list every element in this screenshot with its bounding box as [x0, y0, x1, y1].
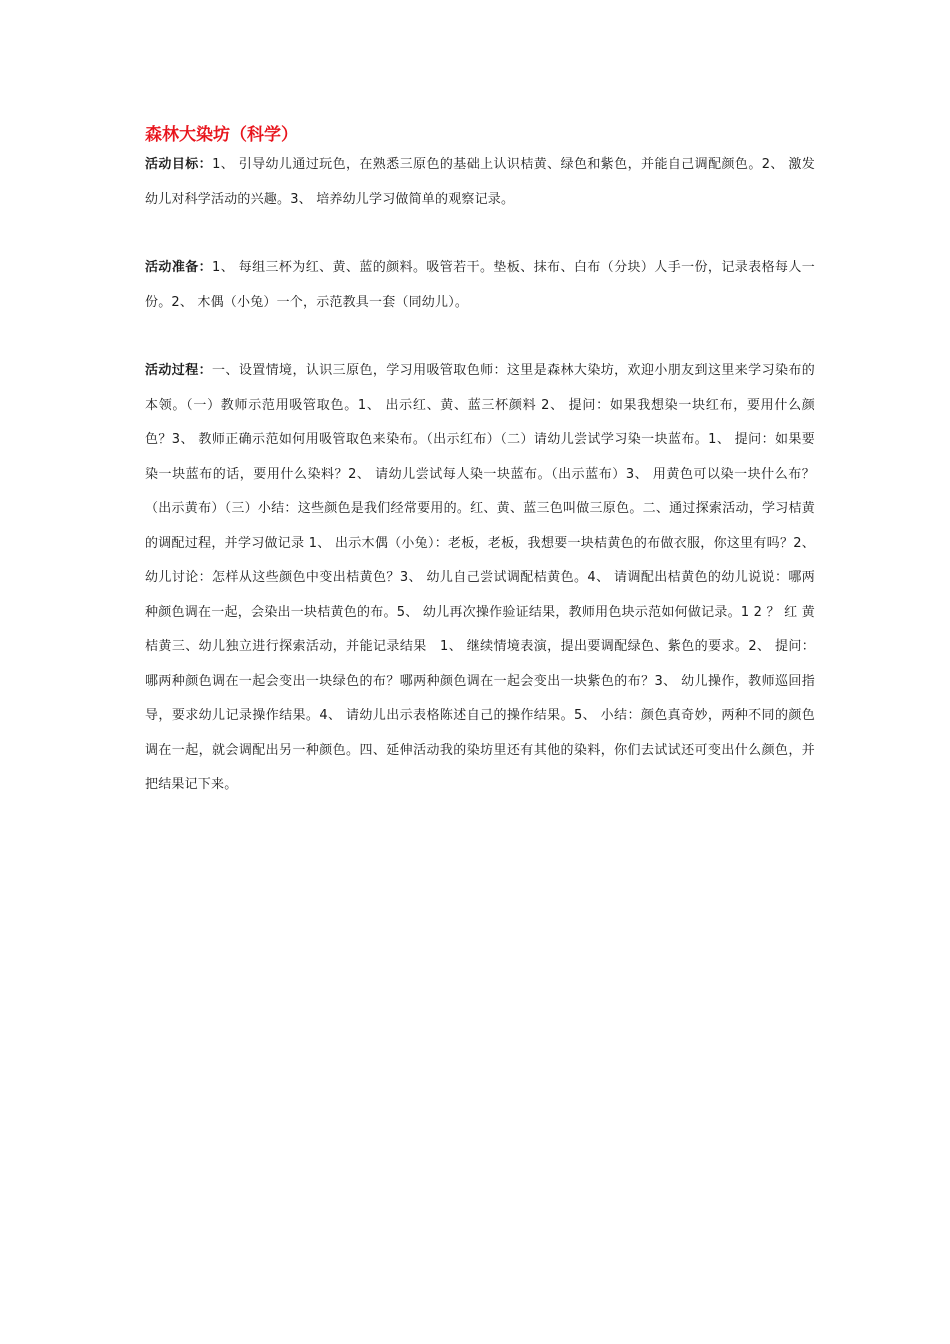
section-goals-text: 1、 引导幼儿通过玩色，在熟悉三原色的基础上认识桔黄、绿色和紫色，并能自己调配颜色。2、 激发幼儿对科学活动的兴趣。3、 培养幼儿学习做简单的观察记录。: [145, 157, 815, 207]
document-page: [145, 124, 815, 803]
section-goals-label: 活动目标：: [145, 157, 213, 172]
section-preparation-text: 1、 每组三杯为红、黄、蓝的颜料。吸管若干。垫板、抹布、白布（分块）人手一份，记录表格每人一份。2、 木偶（小兔）一个，示范教具一套（同幼儿）。: [145, 260, 815, 310]
section-preparation: [145, 251, 815, 320]
section-process: [145, 354, 815, 803]
section-preparation-label: 活动准备：: [145, 260, 213, 275]
section-goals: [145, 148, 815, 217]
section-process-text: 一、设置情境，认识三原色，学习用吸管取色师：这里是森林大染坊，欢迎小朋友到这里来学习染布的本领。（一）教师示范用吸管取色。1、 出示红、黄、蓝三杯颜料 2、 提问：如果我想染一块红布，要用什么颜色？3、 教师正确示范如何用吸管取色来染布。（出示红布）（二）请幼儿尝试学习染一块蓝布。1、 提问：如果要染一块蓝布的话，要用什么染料？2、 请幼儿尝试每人染一块蓝布。（出示蓝布）3、 用黄色可以染一块什么布？（出示黄布）（三）小结：这些颜色是我们经常要用的。红、黄、蓝三色叫做三原色。二、通过探索活动，学习桔黄的调配过程，并学习做记录 1、 出示木偶（小兔）：老板，老板，我想要一块桔黄色的布做衣服，你这里有吗？2、 幼儿讨论：怎样从这些颜色中变出桔黄色？3、 幼儿自己尝试调配桔黄色。4、 请调配出桔黄色的幼儿说说：哪两种颜色调在一起，会染出一块桔黄色的布。5、 幼儿再次操作验证结果，教师用色块示范如何做记录。1 2 ？ 红 黄 桔黄三、幼儿独立进行探索活动，并能记录结果 1、 继续情境表演，提出要调配绿色、紫色的要求。2、 提问：哪两种颜色调在一起会变出一块绿色的布？哪两种颜色调在一起会变出一块紫色的布？3、 幼儿操作，教师巡回指导，要求幼儿记录操作结果。4、 请幼儿出示表格陈述自己的操作结果。5、 小结：颜色真奇妙，两种不同的颜色调在一起，就会调配出另一种颜色。四、延伸活动我的染坊里还有其他的染料，你们去试试还可变出什么颜色，并把结果记下来。: [145, 363, 815, 792]
document-title: 森林大染坊（科学）: [145, 125, 298, 145]
section-process-label: 活动过程：: [145, 363, 213, 378]
